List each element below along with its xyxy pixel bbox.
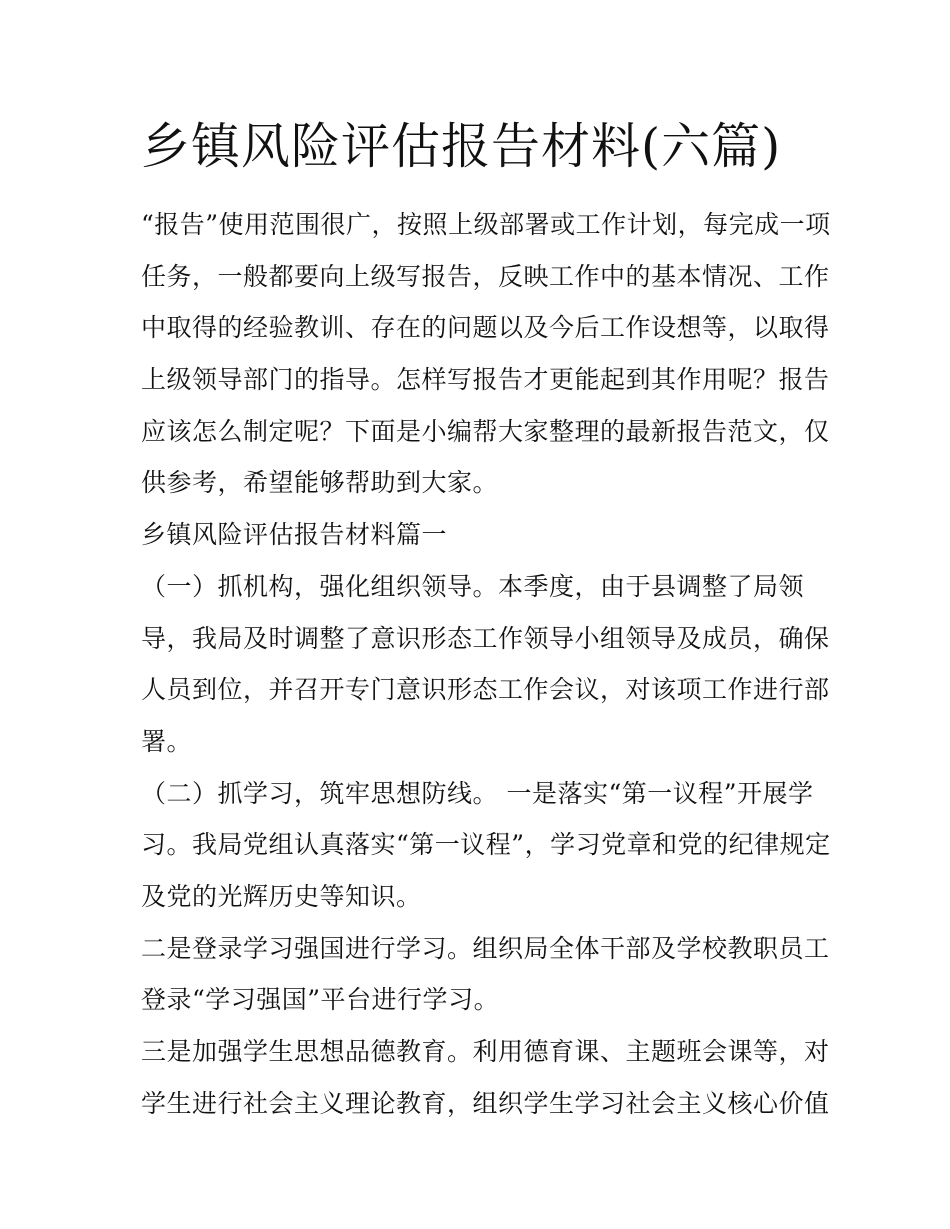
body-line: 三是加强学生思想品德教育。利用德育课、主题班会课等，对	[141, 1037, 830, 1066]
body-line: 登录“学习强国”平台进行学习。	[141, 985, 500, 1015]
body-line: 导，我局及时调整了意识形态工作领导小组领导及成员，确保	[141, 623, 830, 653]
body-line: 任务，一般都要向上级写报告，反映工作中的基本情况、工作	[141, 261, 830, 291]
body-line: 人员到位，并召开专门意识形态工作会议，对该项工作进行部	[141, 675, 830, 705]
body-line: 供参考，希望能够帮助到大家。	[141, 468, 499, 498]
document-title: 乡镇风险评估报告材料(六篇)	[141, 118, 782, 175]
body-line: （一）抓机构，强化组织领导。本季度，由于县调整了局领	[141, 571, 805, 601]
body-line: 学生进行社会主义理论教育，组织学生学习社会主义核心价值	[141, 1088, 830, 1118]
document-body	[141, 199, 831, 1129]
body-line: 上级领导部门的指导。怎样写报告才更能起到其作用呢？报告	[141, 365, 830, 395]
body-line: （二）抓学习，筑牢思想防线。 一是落实“第一议程”开展学	[141, 778, 814, 808]
body-line: 习。我局党组认真落实“第一议程”，学习党章和党的纪律规定	[141, 830, 831, 860]
body-line: 中取得的经验教训、存在的问题以及今后工作设想等，以取得	[141, 313, 830, 343]
section-heading: 乡镇风险评估报告材料篇一	[141, 520, 448, 550]
body-line: 二是登录学习强国进行学习。组织局全体干部及学校教职员工	[141, 933, 830, 963]
body-line: 应该怎么制定呢？下面是小编帮大家整理的最新报告范文，仅	[141, 416, 830, 446]
body-line: 及党的光辉历史等知识。	[141, 881, 422, 911]
body-line: 署。	[141, 726, 193, 756]
body-line: “报告”使用范围很广，按照上级部署或工作计划，每完成一项	[141, 210, 831, 239]
